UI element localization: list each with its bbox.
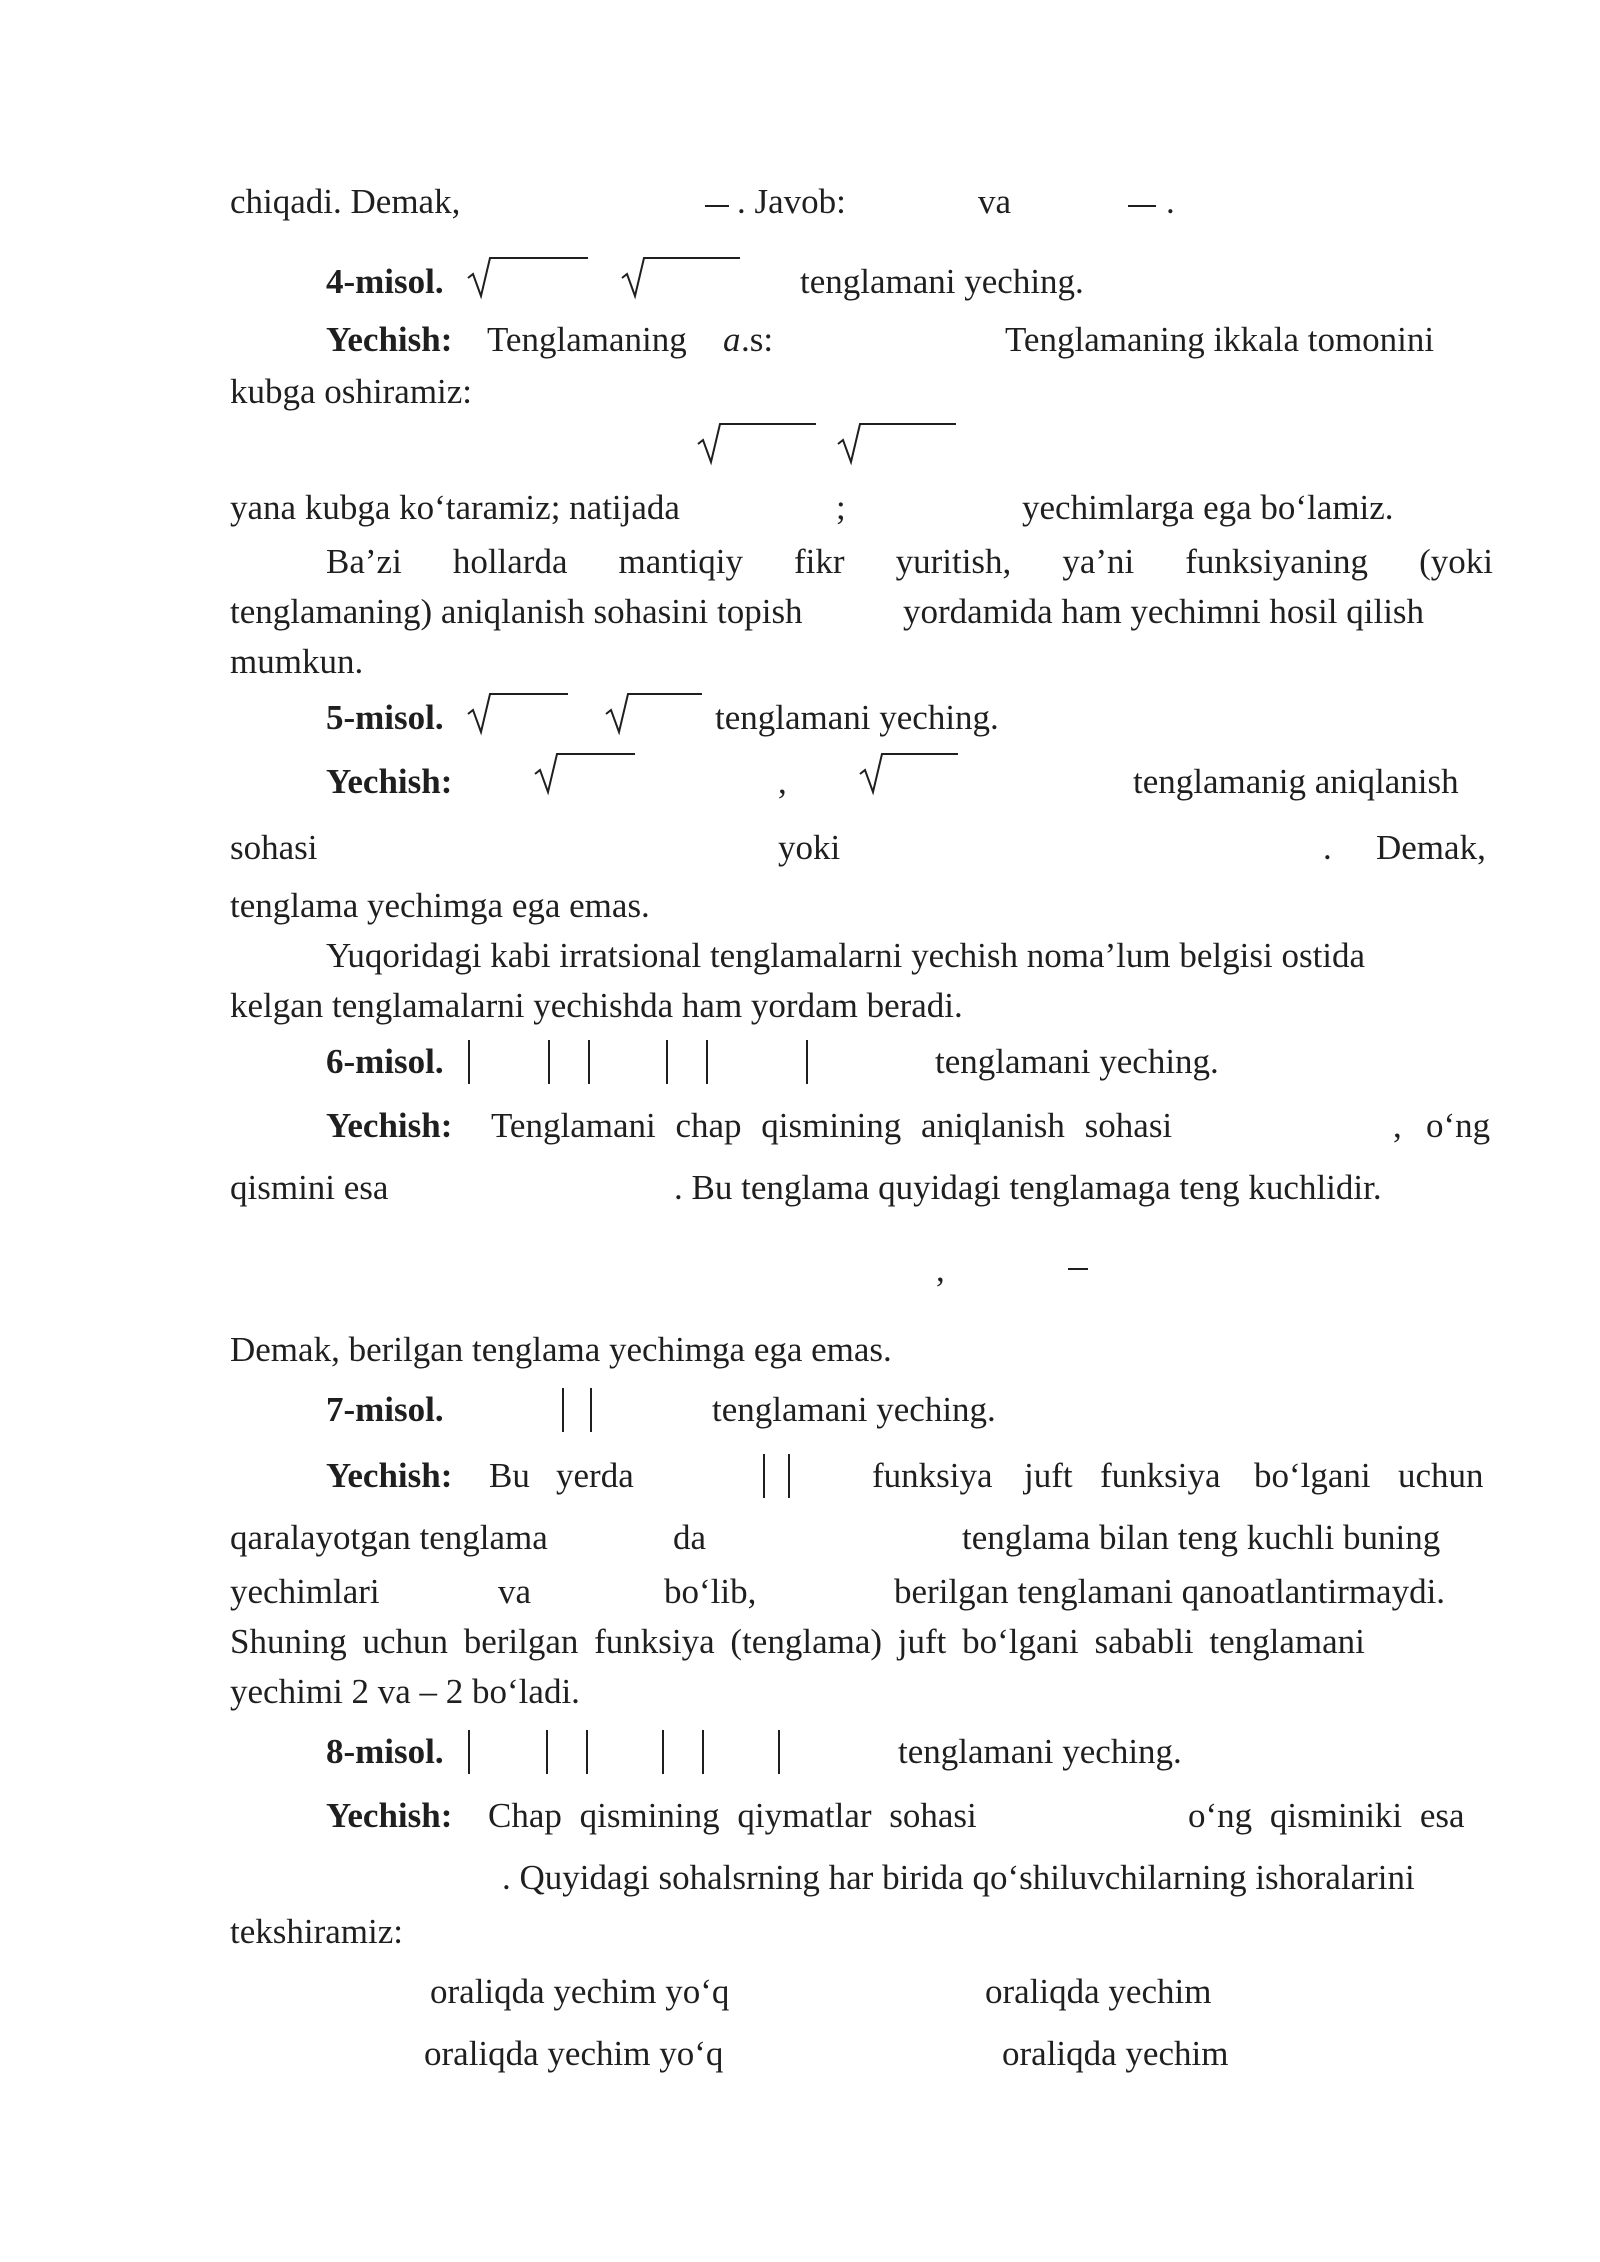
word: hollarda [452,542,568,581]
case-text: oraliqda yechim yo‘q [430,1972,730,2011]
text: va [498,1572,532,1611]
example-6-label: 6-misol. [326,1042,444,1081]
radical-sign [698,422,816,462]
text: Tenglamaning ikkala tomonini [1005,320,1435,359]
solution-5-label: Yechish: [326,762,453,801]
solution-6-label: Yechish: [326,1106,453,1145]
word: uchun [1398,1456,1484,1495]
text-as-s: .s: [741,320,774,359]
text: kelgan tenglamalarni yechishda ham yordam beradi. [230,986,963,1025]
text-comma: , [936,1250,945,1289]
text: Demak, berilgan tenglama yechimga ega emas. [230,1330,892,1369]
word: Bu [489,1456,530,1495]
text: qismini esa [230,1168,389,1207]
abs-bar [546,1730,548,1774]
example-4-label: 4-misol. [326,262,444,301]
text: Shuning uchun berilgan funksiya (tenglama) juft bo‘lgani sababli tenglamani [230,1622,1365,1661]
text: mumkun. [230,642,364,681]
text-period: . [1166,182,1175,221]
text-demak: Demak, [1376,828,1486,867]
case-text: oraliqda yechim yo‘q [424,2034,724,2073]
abs-bar [590,1388,592,1432]
text-yoki: yoki [778,828,841,867]
abs-bar [586,1730,588,1774]
text: yordamida ham yechimni hosil qilish [903,592,1425,631]
radical-sign [622,256,740,296]
text-comma: , [778,762,787,801]
text-as-a: a [723,320,741,359]
word: Ba’zi [326,542,402,581]
text: berilgan tenglamani qanoatlantirmaydi. [894,1572,1446,1611]
text: tenglama yechimga ega emas. [230,886,650,925]
text-period: . [1323,828,1332,867]
abs-bar [763,1454,765,1498]
radical-sign [838,422,956,462]
radical-sign [606,692,702,732]
word: funksiyaning [1185,542,1369,581]
word: bo‘lgani [1254,1456,1371,1495]
radical-sign [860,752,958,792]
word: yuritish, [895,542,1012,581]
text-va: va [978,182,1012,221]
text: Tenglamani chap qismining aniqlanish sohasi [491,1106,1173,1145]
text-demak: chiqadi. Demak, [230,182,461,221]
text: yechimlarga ega bo‘lamiz. [1022,488,1394,527]
text: tekshiramiz: [230,1912,404,1951]
abs-bar [778,1730,780,1774]
abs-bar [562,1388,564,1432]
example-5-text: tenglamani yeching. [715,698,999,737]
word: ya’ni [1062,542,1135,581]
text: . Bu tenglama quyidagi tenglamaga teng kuchlidir. [674,1168,1382,1207]
text: tenglamanig aniqlanish [1133,762,1459,801]
text: kubga oshiramiz: [230,372,473,411]
abs-bar [468,1730,470,1774]
abs-bar [548,1040,550,1084]
fraction-bar [705,205,729,207]
case-text: oraliqda yechim [1002,2034,1229,2073]
abs-bar [788,1454,790,1498]
example-7-label: 7-misol. [326,1390,444,1429]
solution-7-label: Yechish: [326,1456,453,1495]
text: . Quyidagi sohalsrning har birida qo‘shiluvchilarning ishoralarini [502,1858,1415,1897]
solution-8-label: Yechish: [326,1796,453,1835]
text: o‘ng [1426,1106,1491,1145]
word: funksiya [1100,1456,1221,1495]
abs-bar [588,1040,590,1084]
text-sohasi: sohasi [230,828,318,867]
example-8-label: 8-misol. [326,1732,444,1771]
text-semicolon: ; [836,488,846,527]
abs-bar [468,1040,470,1084]
text-comma: , [1393,1106,1402,1145]
word: (yoki [1419,542,1493,581]
text: Chap qismining qiymatlar sohasi [488,1796,977,1835]
text: Tenglamaning [487,320,687,359]
text: bo‘lib, [664,1572,757,1611]
text: o‘ng qisminiki esa [1188,1796,1465,1835]
fraction-bar [1128,205,1156,207]
word: yerda [556,1456,634,1495]
text: yechimlari [230,1572,380,1611]
example-8-text: tenglamani yeching. [898,1732,1182,1771]
abs-bar [662,1730,664,1774]
paragraph-line [326,540,1493,584]
word: funksiya [872,1456,993,1495]
text: da [673,1518,707,1557]
example-6-text: tenglamani yeching. [935,1042,1219,1081]
word: juft [1024,1456,1073,1495]
text: yana kubga ko‘taramiz; natijada [230,488,680,527]
word: mantiqiy [618,542,743,581]
case-text: oraliqda yechim [985,1972,1212,2011]
solution-4-label: Yechish: [326,320,453,359]
text: qaralayotgan tenglama [230,1518,548,1557]
minus-sign [1068,1268,1088,1270]
radical-sign [468,692,568,732]
word: fikr [794,542,845,581]
text: tenglamaning) aniqlanish sohasini topish [230,592,803,631]
text: Yuqoridagi kabi irratsional tenglamalarni yechish noma’lum belgisi ostida [326,936,1366,975]
example-5-label: 5-misol. [326,698,444,737]
text-javob: . Javob: [737,182,846,221]
abs-bar [702,1730,704,1774]
radical-sign [535,752,635,792]
text: tenglama bilan teng kuchli buning [962,1518,1441,1557]
abs-bar [706,1040,708,1084]
example-7-text: tenglamani yeching. [712,1390,996,1429]
radical-sign [468,256,588,296]
example-4-text: tenglamani yeching. [800,262,1084,301]
text: yechimi 2 va – 2 bo‘ladi. [230,1672,580,1711]
abs-bar [806,1040,808,1084]
abs-bar [666,1040,668,1084]
